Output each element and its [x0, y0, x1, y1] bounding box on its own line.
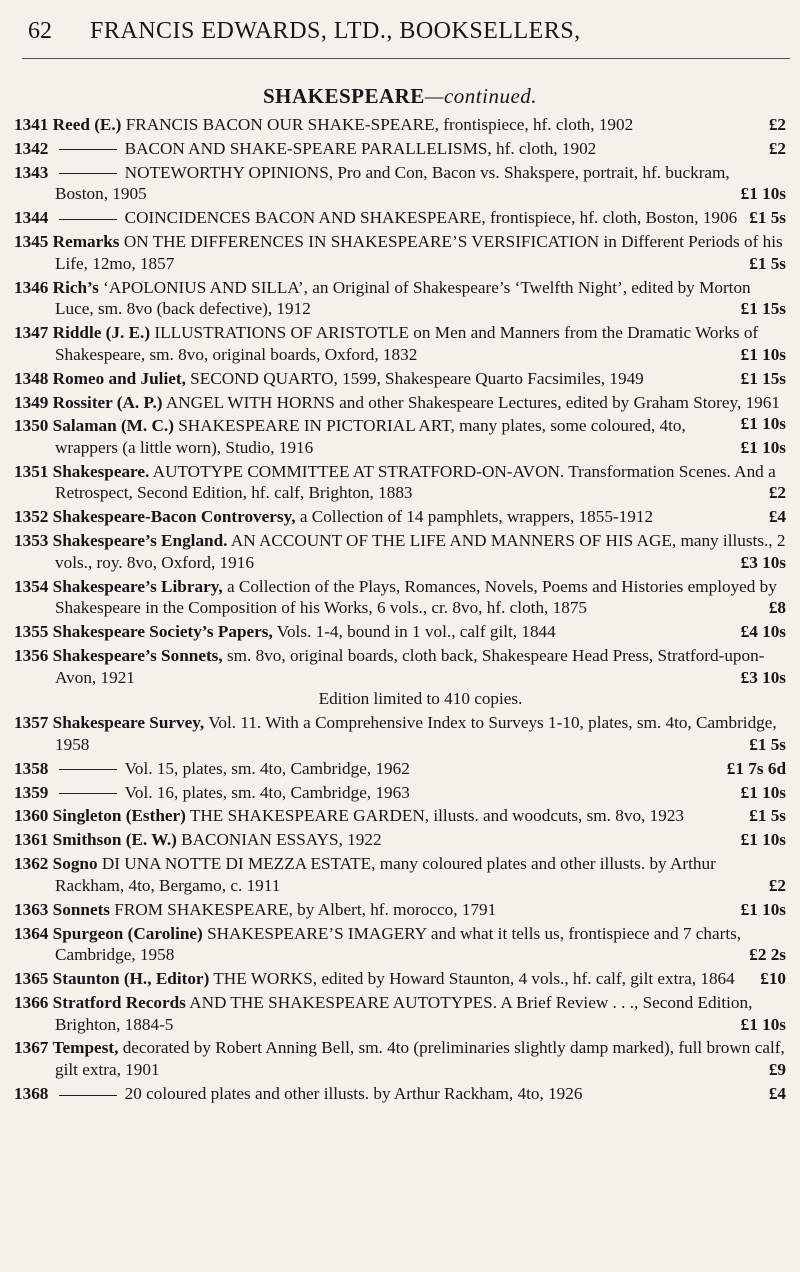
catalogue-entry: [14, 829, 786, 851]
page-header: [0, 18, 800, 54]
entry-price: £2: [768, 138, 786, 158]
entry-price: £1 5s: [749, 253, 786, 273]
entry-author: Remarks: [52, 232, 120, 252]
entry-author: Shakespeare.: [52, 461, 150, 481]
catalogue-entry: [14, 782, 786, 804]
catalogue-entry: [14, 712, 786, 755]
entry-number: 1341: [14, 115, 49, 134]
entry-price: £1 10s: [740, 830, 786, 850]
entry-price: £1 5s: [749, 734, 786, 754]
entry-description: BACON AND SHAKE-SPEARE PARALLELISMS, hf. cloth, 1902: [124, 138, 597, 158]
entry-description: Vol. 16, plates, sm. 4to, Cambridge, 1963: [124, 782, 410, 802]
entry-description: a Collection of 14 pamphlets, wrappers, 1855-1912: [299, 507, 654, 527]
entry-number: 1350: [14, 416, 49, 436]
entry-number: 1355: [14, 622, 49, 642]
entry-description: DI UNA NOTTE DI MEZZA ESTATE, many coloured plates and other illusts. by Arthur Rackham, 4to, Bergamo, c. 1911: [55, 854, 716, 895]
entry-author: Reed (E.): [52, 115, 122, 134]
catalogue-entry: [14, 530, 786, 573]
entry-number: 1349: [14, 392, 49, 412]
entry-number: 1367: [14, 1038, 49, 1058]
entry-description: AN ACCOUNT OF THE LIFE AND MANNERS OF HIS AGE, many illusts., 2 vols., roy. 8vo, Oxford, 1916: [55, 531, 786, 572]
entry-number: 1360: [14, 806, 49, 826]
entry-number: 1356: [14, 646, 49, 666]
entry-number: 1363: [14, 899, 49, 919]
catalogue-entry: [14, 968, 786, 990]
catalogue-entry: [14, 415, 786, 458]
catalogue-entry: [14, 1083, 786, 1105]
entry-author: Smithson (E. W.): [52, 830, 177, 850]
catalogue-entry: [14, 645, 786, 710]
entry-price: £2 2s: [749, 945, 786, 965]
entry-description: ANGEL WITH HORNS and other Shakespeare Lectures, edited by Graham Storey, 1961: [165, 392, 780, 412]
catalogue-entry: [14, 923, 786, 966]
entry-author: Shakespeare Survey,: [52, 713, 205, 733]
entry-description: SECOND QUARTO, 1599, Shakespeare Quarto Facsimiles, 1949: [190, 368, 644, 388]
entry-description: sm. 8vo, original boards, cloth back, Shakespeare Head Press, Stratford-upon-Avon, 1921: [55, 646, 765, 687]
entry-number: 1351: [14, 461, 49, 481]
entry-author: Rich’s: [52, 277, 99, 297]
ditto-dash: [59, 219, 117, 220]
entry-number: 1343: [14, 162, 49, 182]
entry-price: £1 10s: [740, 414, 786, 434]
running-title: FRANCIS EDWARDS, LTD., BOOKSELLERS,: [90, 18, 581, 44]
entry-author: Shakespeare’s England.: [52, 531, 228, 551]
entry-number: 1359: [14, 782, 49, 802]
catalogue-entry: [14, 506, 786, 528]
entry-price: £3 10s: [740, 552, 786, 572]
ditto-dash: [59, 769, 117, 770]
catalogue-entry: [14, 322, 786, 365]
entry-description: COINCIDENCES BACON AND SHAKESPEARE, frontispiece, hf. cloth, Boston, 1906: [124, 208, 738, 228]
catalogue-entry: [14, 899, 786, 921]
entry-price: £1 10s: [740, 184, 786, 204]
entry-number: 1358: [14, 758, 49, 778]
entry-price: £1 10s: [740, 344, 786, 364]
entry-price: £2: [768, 483, 786, 503]
catalogue-entry: [14, 162, 786, 205]
entry-number: 1368: [14, 1083, 49, 1103]
entry-price: £3 10s: [740, 667, 786, 687]
entry-author: Salaman (M. C.): [52, 416, 174, 436]
entry-description: a Collection of the Plays, Romances, Novels, Poems and Histories employed by Shakespeare in the Composition of his Works, 6 vols., cr. 8vo, hf. cloth, 1875: [55, 576, 777, 618]
ditto-dash: [59, 793, 117, 794]
entry-price: £4: [768, 1083, 786, 1103]
ditto-dash: [59, 1095, 117, 1096]
entry-price: £8: [768, 598, 786, 618]
entry-number: 1357: [14, 713, 49, 733]
catalogue-entry: [14, 138, 786, 160]
entry-price: £1 15s: [740, 368, 786, 388]
ditto-dash: [59, 173, 117, 174]
catalogue-entry: [14, 114, 786, 136]
page-number: 62: [28, 18, 52, 44]
catalogue-entry: [14, 992, 786, 1035]
catalogue-entry: [14, 1037, 786, 1080]
entry-author: Singleton (Esther): [52, 806, 186, 826]
entry-description: decorated by Robert Anning Bell, sm. 4to (preliminaries slightly damp marked), full brown calf, gilt extra, 1901: [55, 1038, 785, 1080]
entry-number: 1353: [14, 531, 49, 551]
entry-author: Shakespeare’s Sonnets,: [52, 646, 223, 666]
header-rule: [22, 58, 790, 59]
entry-price: £10: [760, 969, 786, 989]
entry-price: £2: [768, 115, 786, 134]
entry-author: Shakespeare Society’s Papers,: [52, 622, 273, 642]
entry-price: £1 10s: [740, 437, 786, 457]
entry-description: NOTEWORTHY OPINIONS, Pro and Con, Bacon vs. Shakspere, portrait, hf. buckram, Boston, 1905: [55, 162, 730, 204]
catalogue-entry: [14, 621, 786, 643]
entry-description: ON THE DIFFERENCES IN SHAKESPEARE’S VERSIFICATION in Different Periods of his Life, 12mo, 1857: [55, 232, 783, 273]
entry-price: £9: [768, 1060, 786, 1080]
entry-description: ILLUSTRATIONS OF ARISTOTLE on Men and Manners from the Dramatic Works of Shakespeare, sm. 8vo, original boards, Oxford, 1832: [55, 323, 759, 364]
entry-description: FRANCIS BACON OUR SHAKE-SPEARE, frontispiece, hf. cloth, 1902: [125, 115, 634, 134]
entry-price: £1 7s 6d: [726, 758, 786, 778]
section-continued: —continued.: [424, 84, 538, 108]
entry-number: 1352: [14, 507, 49, 527]
entry-author: Rossiter (A. P.): [52, 392, 163, 412]
entry-description: Vol. 11. With a Comprehensive Index to Surveys 1-10, plates, sm. 4to, Cambridge, 1958: [55, 713, 777, 754]
catalogue-entry: [14, 368, 786, 390]
entry-number: 1365: [14, 969, 49, 989]
catalogue-entry: [14, 805, 786, 827]
entry-description: 20 coloured plates and other illusts. by Arthur Rackham, 4to, 1926: [124, 1083, 583, 1103]
entry-author: Tempest,: [52, 1038, 119, 1058]
entry-description: SHAKESPEARE’S IMAGERY and what it tells us, frontispiece and 7 charts, Cambridge, 1958: [55, 923, 742, 965]
entry-number: 1345: [14, 232, 49, 252]
entry-number: 1366: [14, 992, 49, 1012]
catalogue-entry: [14, 231, 786, 274]
entry-number: 1354: [14, 576, 49, 596]
entry-author: Riddle (J. E.): [52, 323, 151, 343]
entry-price: £4: [768, 507, 786, 527]
entry-author: Stratford Records: [52, 992, 186, 1012]
entry-number: 1342: [14, 138, 49, 158]
catalogue-entry: [14, 576, 786, 619]
catalogue-entry: [14, 758, 786, 780]
ditto-dash: [59, 149, 117, 150]
entry-description: BACONIAN ESSAYS, 1922: [181, 830, 382, 850]
entry-author: Sogno: [52, 854, 98, 874]
entry-note: Edition limited to 410 copies.: [318, 689, 523, 709]
entry-author: Shakespeare’s Library,: [52, 576, 223, 596]
entry-description: Vols. 1-4, bound in 1 vol., calf gilt, 1844: [276, 622, 556, 642]
entry-number: 1346: [14, 277, 49, 297]
entry-price: £1 10s: [740, 1014, 786, 1034]
entry-price: £1 10s: [740, 899, 786, 919]
entry-number: 1348: [14, 368, 49, 388]
entry-number: 1361: [14, 830, 49, 850]
entry-number: 1347: [14, 323, 49, 343]
entry-author: Sonnets: [52, 899, 110, 919]
catalogue-entry: [14, 207, 786, 229]
entry-price: £1 5s: [749, 806, 786, 826]
entry-number: 1344: [14, 208, 49, 228]
entry-price: £1 15s: [740, 299, 786, 319]
entry-description: THE SHAKESPEARE GARDEN, illusts. and woodcuts, sm. 8vo, 1923: [189, 806, 685, 826]
catalogue-entry: [14, 853, 786, 896]
catalogue-entry: [14, 461, 786, 504]
entry-description: Vol. 15, plates, sm. 4to, Cambridge, 1962: [124, 758, 410, 778]
entry-number: 1362: [14, 854, 49, 874]
entry-description: ‘APOLONIUS AND SILLA’, an Original of Shakespeare’s ‘Twelfth Night’, edited by Morton Luce, sm. 8vo (back defective), 1912: [55, 277, 751, 319]
entry-description: THE WORKS, edited by Howard Staunton, 4 vols., hf. calf, gilt extra, 1864: [213, 969, 735, 989]
entry-author: Spurgeon (Caroline): [52, 923, 203, 943]
entry-price: £1 10s: [740, 782, 786, 802]
entry-description: AUTOTYPE COMMITTEE AT STRATFORD-ON-AVON. Transformation Scenes. And a Retrospect, Second Edition, hf. calf, Brighton, 1883: [55, 461, 776, 503]
entry-description: SHAKESPEARE IN PICTORIAL ART, many plates, some coloured, 4to, wrappers (a little worn), Studio, 1916: [55, 416, 686, 457]
entry-description: FROM SHAKESPEARE, by Albert, hf. morocco, 1791: [114, 899, 497, 919]
entry-author: Romeo and Juliet,: [52, 368, 186, 388]
entry-description: AND THE SHAKESPEARE AUTOTYPES. A Brief Review . . ., Second Edition, Brighton, 1884-5: [55, 992, 753, 1034]
entry-number: 1364: [14, 923, 49, 943]
section-title: [0, 84, 800, 109]
entry-author: Staunton (H., Editor): [52, 969, 210, 989]
section-heading: SHAKESPEARE: [262, 84, 425, 108]
entry-author: Shakespeare-Bacon Controversy,: [52, 507, 296, 527]
entry-price: £1 5s: [749, 208, 786, 228]
entry-price: £4 10s: [740, 622, 786, 642]
entry-price: £2: [768, 875, 786, 895]
catalogue-entry: [14, 277, 786, 320]
entry-list: [14, 114, 786, 1107]
